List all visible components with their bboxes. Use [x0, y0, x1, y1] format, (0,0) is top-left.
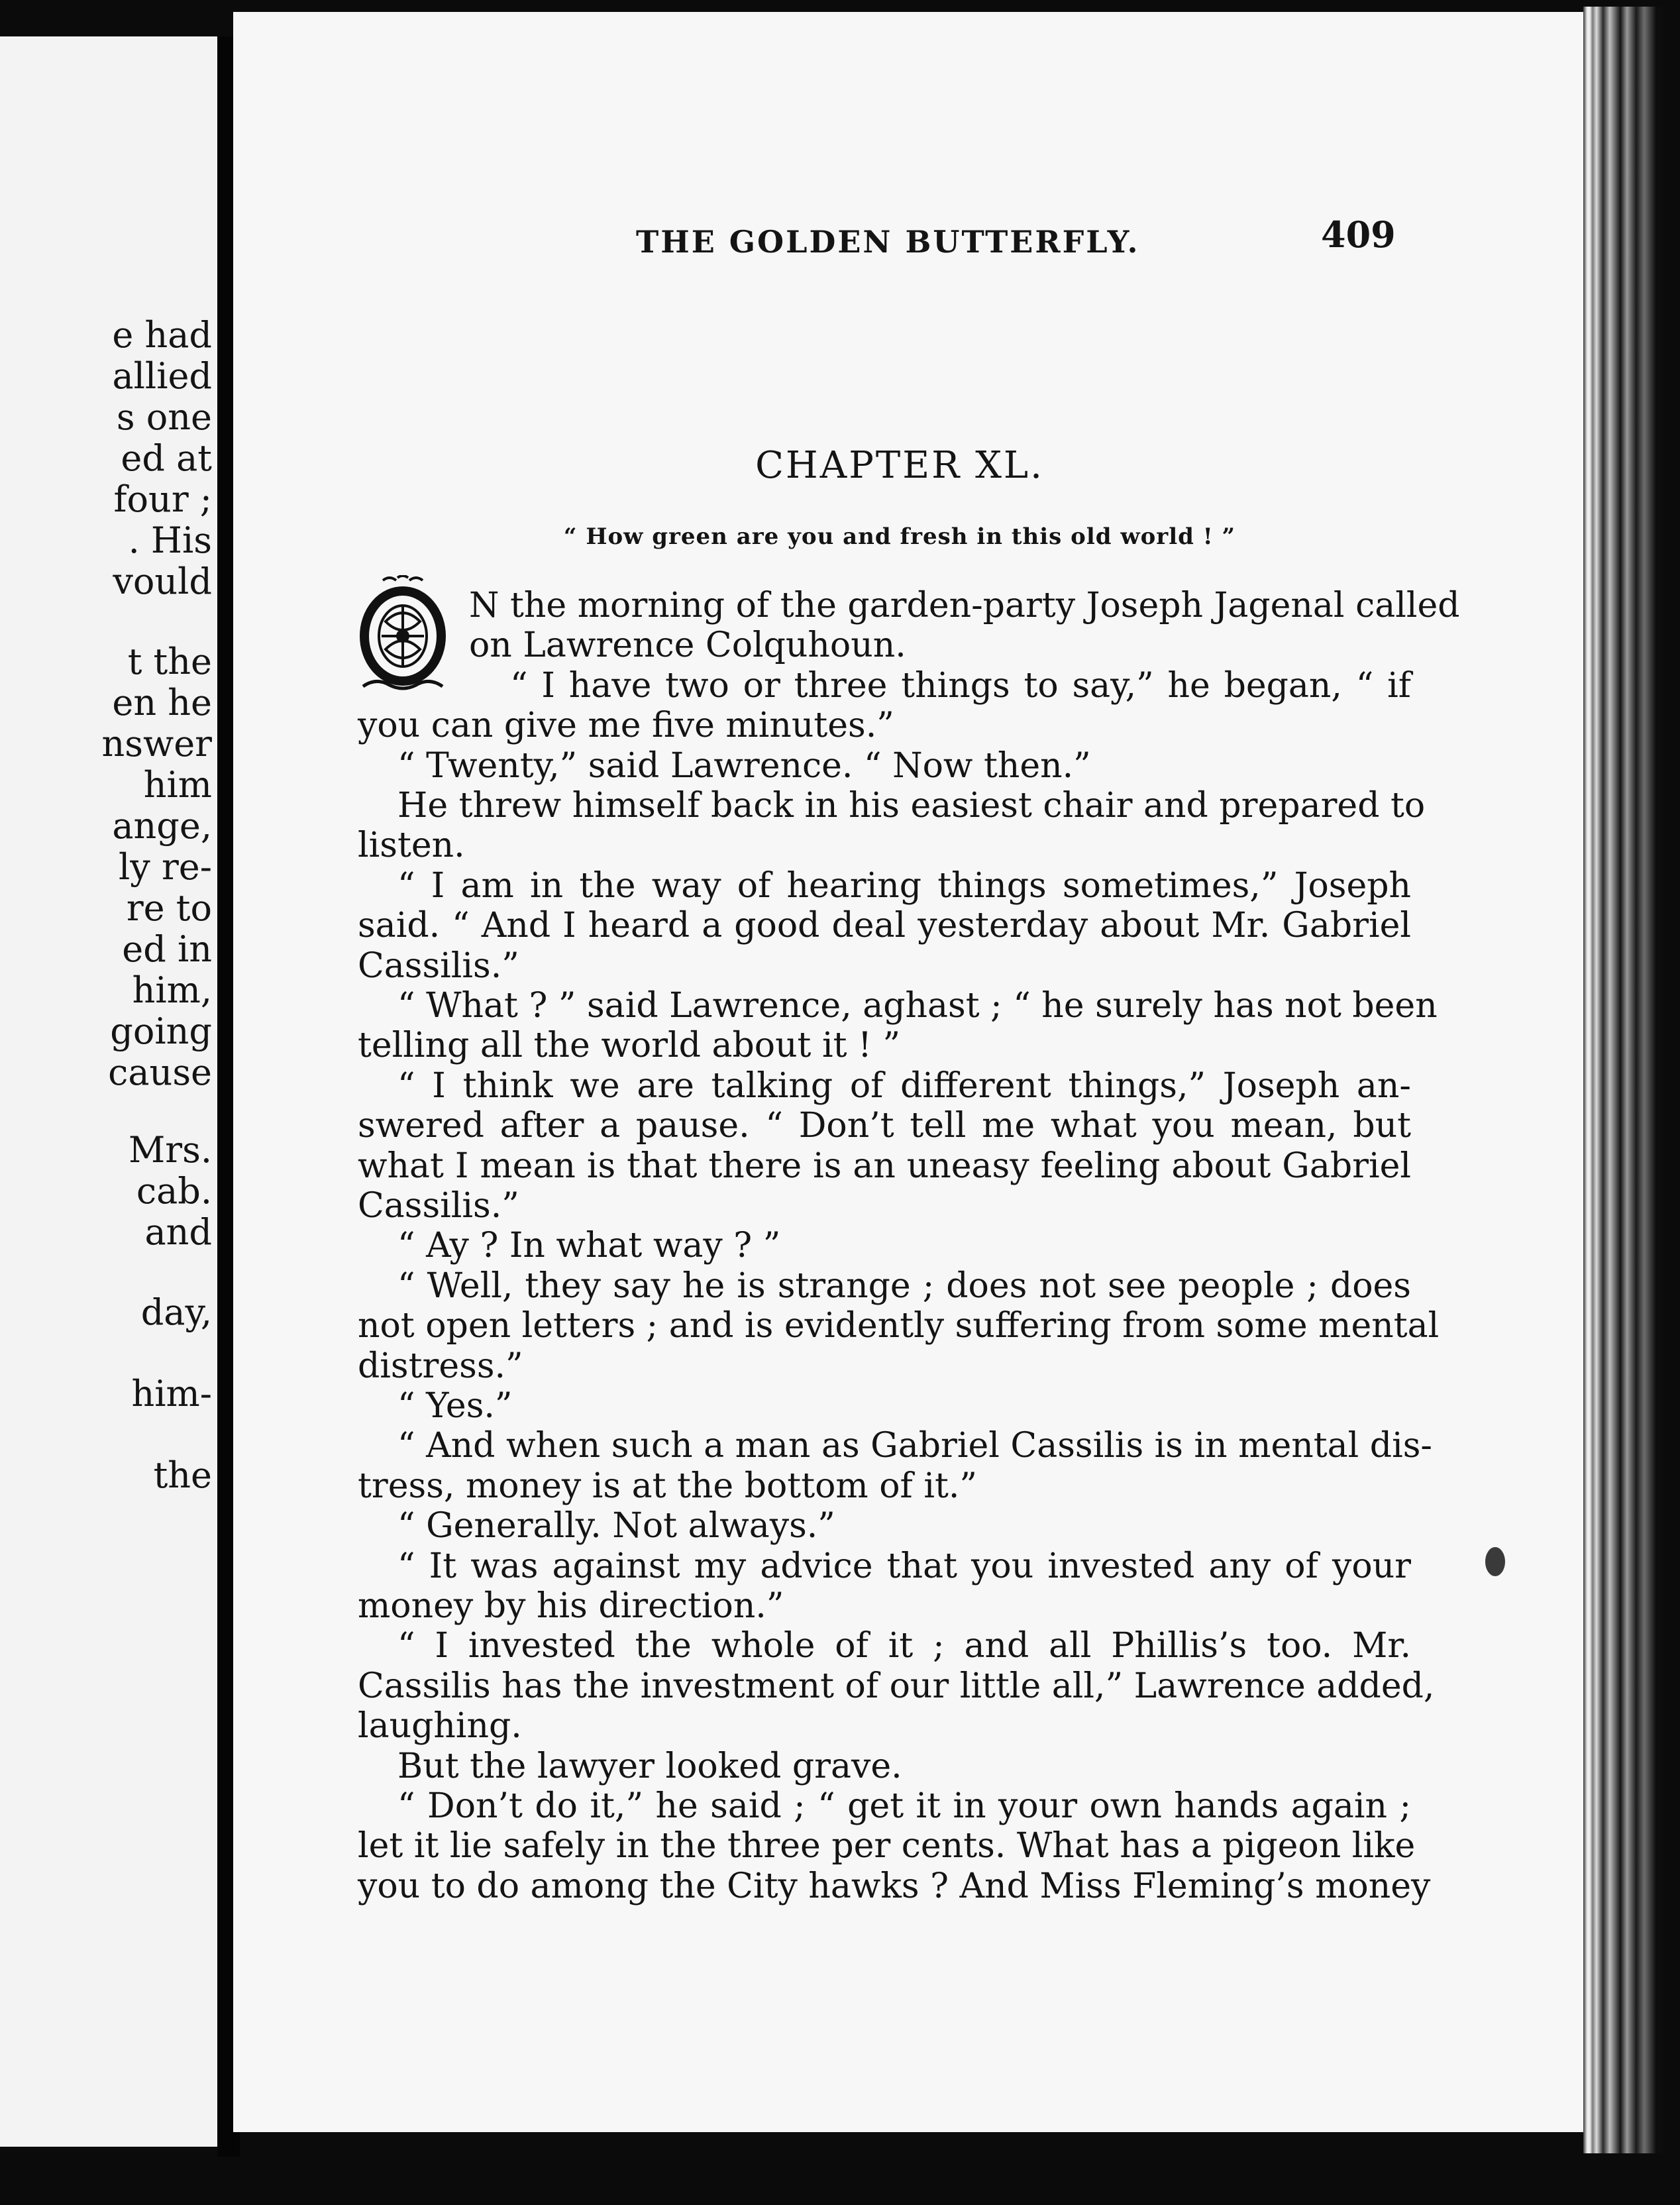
- previous-page-line: and: [144, 1211, 212, 1253]
- body-text-line: “ It was against my advice that you invested any of your: [397, 1546, 1411, 1586]
- previous-page-line: s one: [116, 396, 212, 438]
- body-text-line: you can give me five minutes.”: [358, 706, 894, 746]
- previous-page-line: him,: [132, 969, 212, 1011]
- book-page-edges: [1583, 7, 1663, 2153]
- body-text-line: “ I invested the whole of it ; and all Phillis’s too. Mr.: [397, 1626, 1411, 1666]
- body-text-line: “ Generally. Not always.”: [397, 1506, 835, 1546]
- body-text-line: Cassilis.”: [358, 1186, 519, 1226]
- previous-page-line: Mrs.: [129, 1129, 212, 1171]
- ornamental-drop-cap-o-icon: [356, 575, 449, 694]
- previous-page-line: the: [153, 1454, 212, 1496]
- body-text-line: “ Yes.”: [397, 1386, 513, 1426]
- previous-page-line: four ;: [113, 478, 212, 520]
- body-text-line: N the morning of the garden-party Joseph Jagenal called: [469, 586, 1460, 625]
- previous-page-line: going: [110, 1010, 212, 1052]
- previous-page-line: e had: [112, 314, 212, 356]
- previous-page-line: en he: [112, 682, 212, 724]
- body-text-line: what I mean is that there is an uneasy feeling about Gabriel: [358, 1146, 1411, 1186]
- previous-page-line: him: [143, 764, 212, 806]
- body-text-line: distress.”: [358, 1346, 523, 1386]
- previous-page-line: ly re-: [119, 846, 212, 888]
- previous-page-line: ed in: [122, 928, 212, 970]
- page-number: 409: [1321, 213, 1396, 256]
- previous-page-line: ange,: [112, 805, 212, 847]
- body-text-line: telling all the world about it ! ”: [358, 1026, 901, 1066]
- body-text-line: you to do among the City hawks ? And Miss Fleming’s money: [358, 1866, 1431, 1906]
- body-text-line: listen.: [358, 826, 465, 866]
- body-text-line: “ What ? ” said Lawrence, aghast ; “ he surely has not been: [397, 986, 1438, 1026]
- body-text-line: “ Well, they say he is strange ; does not see people ; does: [397, 1265, 1411, 1306]
- body-text-line: Cassilis.”: [358, 945, 519, 986]
- previous-page-line: cause: [108, 1051, 212, 1093]
- body-text-line: laughing.: [358, 1706, 522, 1747]
- previous-page-line: . His: [128, 519, 212, 561]
- body-text-line: on Lawrence Colquhoun.: [469, 625, 906, 666]
- body-text-line: “ Ay ? In what way ? ”: [397, 1226, 781, 1266]
- body-text-line: said. “ And I heard a good deal yesterday about Mr. Gabriel: [358, 906, 1411, 946]
- body-text-line: But the lawyer looked grave.: [397, 1746, 902, 1786]
- body-text-line: swered after a pause. “ Don’t tell me what you mean, but: [358, 1106, 1411, 1146]
- body-text-line: “ Twenty,” said Lawrence. “ Now then.”: [397, 745, 1091, 786]
- body-text-line: tress, money is at the bottom of it.”: [358, 1466, 977, 1506]
- body-text-line: let it lie safely in the three per cents. What has a pigeon like: [358, 1826, 1416, 1866]
- previous-page-line: cab.: [136, 1170, 212, 1212]
- body-text-line: money by his direction.”: [358, 1586, 784, 1626]
- body-text-line: “ I have two or three things to say,” he began, “ if: [510, 665, 1411, 706]
- previous-page-line: day,: [140, 1291, 212, 1333]
- body-text-line: He threw himself back in his easiest chair and prepared to: [397, 786, 1426, 826]
- ink-blot: [1485, 1547, 1505, 1576]
- previous-page-line: nswer: [101, 723, 212, 765]
- previous-page-line: him-: [131, 1373, 212, 1415]
- previous-page-line: allied: [112, 355, 212, 397]
- body-text-line: Cassilis has the investment of our little all,” Lawrence added,: [358, 1666, 1435, 1706]
- previous-page: [0, 36, 217, 2147]
- chapter-title: CHAPTER XL.: [755, 444, 1044, 487]
- body-text-line: “ And when such a man as Gabriel Cassilis is in mental dis-: [397, 1426, 1432, 1466]
- body-text-line: “ I think we are talking of different things,” Joseph an-: [397, 1065, 1411, 1106]
- body-text-line: “ Don’t do it,” he said ; “ get it in your own hands again ;: [397, 1786, 1411, 1826]
- previous-page-line: ed at: [121, 437, 212, 479]
- body-text-line: “ I am in the way of hearing things sometimes,” Joseph: [397, 865, 1411, 906]
- previous-page-line: re to: [126, 887, 212, 929]
- previous-page-line: vould: [113, 561, 212, 602]
- running-head: THE GOLDEN BUTTERFLY.: [636, 224, 1140, 260]
- body-text-line: not open letters ; and is evidently suffering from some mental: [358, 1306, 1440, 1346]
- previous-page-line: t the: [127, 641, 212, 682]
- epigraph: “ How green are you and fresh in this old world ! ”: [563, 523, 1236, 550]
